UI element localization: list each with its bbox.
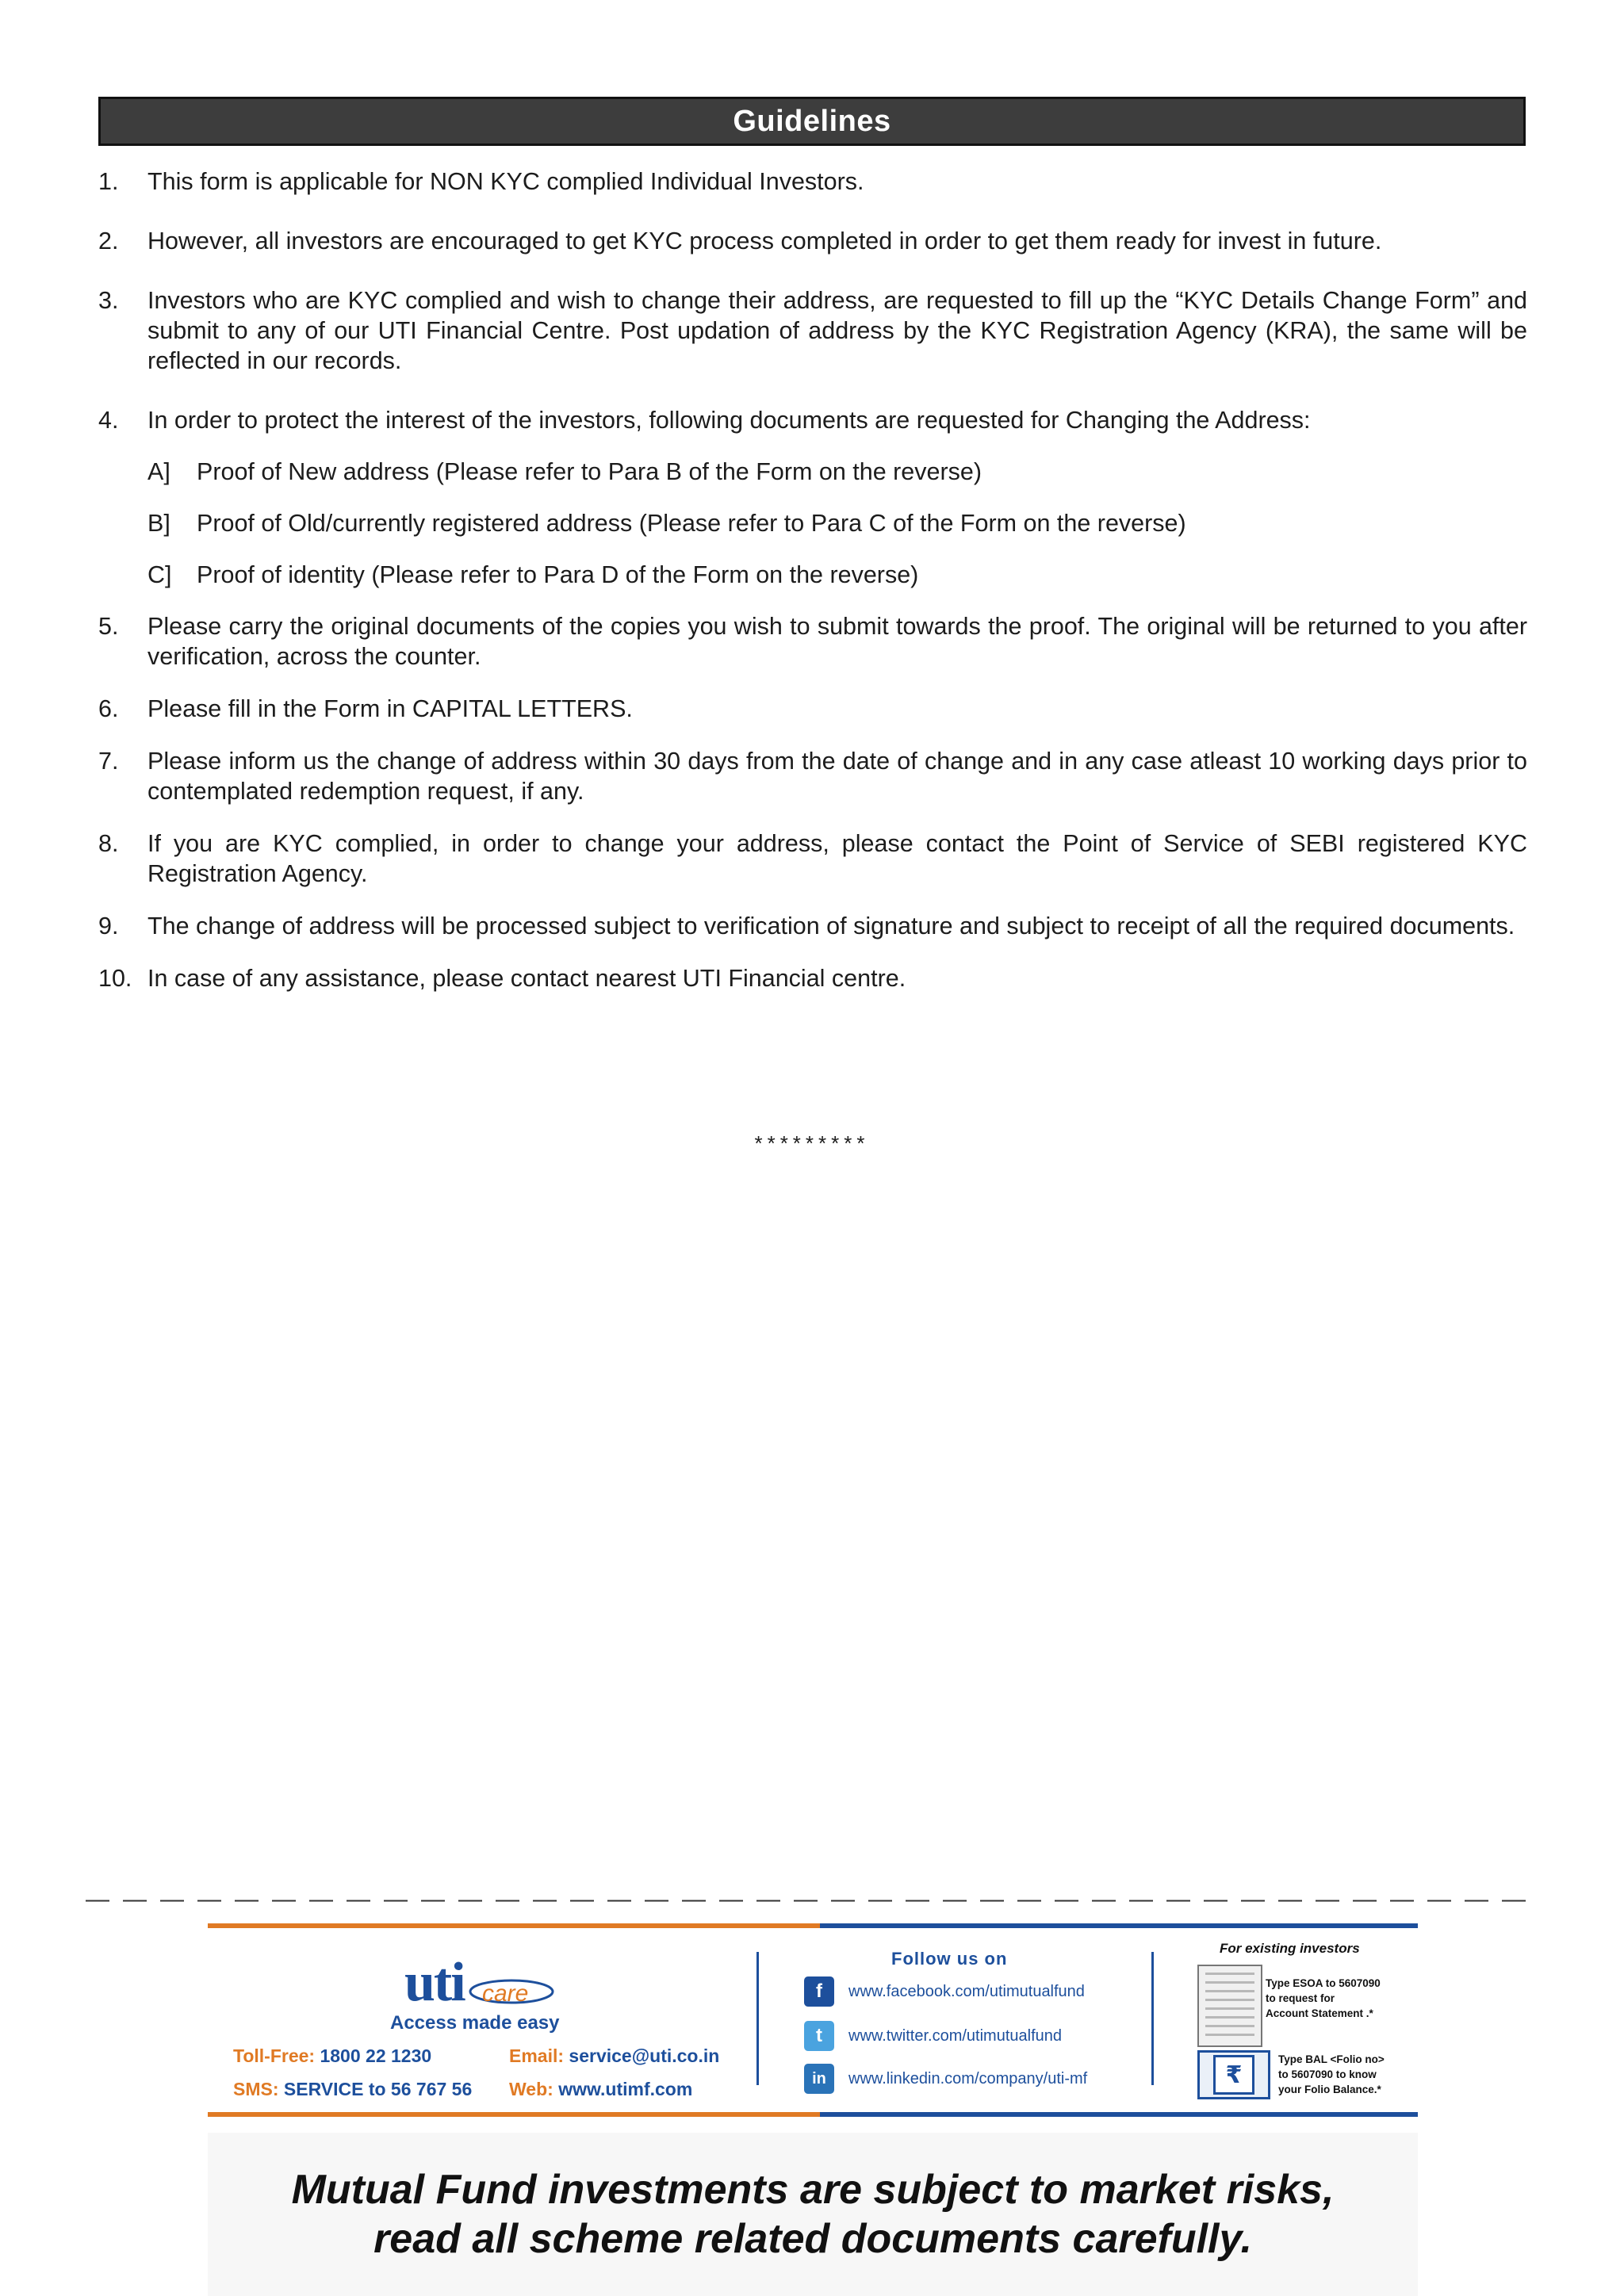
twitter-icon: t bbox=[804, 2021, 834, 2051]
guideline-item bbox=[98, 963, 1527, 993]
email-link[interactable]: service@uti.co.in bbox=[569, 2045, 720, 2066]
toll-free-number: 1800 22 1230 bbox=[320, 2045, 432, 2066]
disclaimer-line-2: read all scheme related documents carefully. bbox=[373, 2216, 1252, 2262]
guideline-text: In case of any assistance, please contact nearest UTI Financial centre. bbox=[147, 965, 906, 992]
facebook-icon: f bbox=[804, 1976, 834, 2007]
guidelines-list bbox=[98, 166, 1527, 993]
guideline-text: Investors who are KYC complied and wish to change their address, are requested to fill up the “KYC Details Change Form” and submit to any of our UTI Financial Centre. Post updation of address by the KYC Registration Agency (KRA), the same will be reflected in our records. bbox=[147, 287, 1527, 374]
linkedin-link[interactable] bbox=[804, 2063, 1087, 2095]
uti-care-banner bbox=[208, 1923, 1418, 2118]
guideline-text: If you are KYC complied, in order to change your address, please contact the Point of Service of SEBI registered KYC Registration Agency. bbox=[147, 830, 1527, 887]
guideline-text: Please fill in the Form in CAPITAL LETTERS. bbox=[147, 695, 633, 722]
guideline-item bbox=[98, 166, 1527, 197]
end-marker: ********* bbox=[754, 1131, 870, 1155]
guideline-text: Please carry the original documents of the copies you wish to submit towards the proof. The original will be returned to you after verification, across the counter. bbox=[147, 613, 1527, 670]
guideline-text: Please inform us the change of address within 30 days from the date of change and in any case atleast 10 working days prior to contemplated redemption request, if any. bbox=[147, 748, 1527, 805]
guideline-number: 5. bbox=[98, 613, 119, 640]
guideline-subitem bbox=[98, 457, 1527, 487]
logo-sub: care bbox=[482, 1980, 529, 2007]
subitem-letter: B] bbox=[147, 510, 170, 537]
twitter-url[interactable]: www.twitter.com/utimutualfund bbox=[848, 2026, 1062, 2045]
guideline-item bbox=[98, 405, 1527, 435]
banner-divider bbox=[756, 1952, 759, 2085]
esoa-sms-note: Type ESOA to 5607090 to request for Account Statement .* bbox=[1266, 1977, 1381, 2019]
guidelines-title: Guidelines bbox=[733, 104, 891, 138]
sms-contact bbox=[233, 2079, 472, 2100]
guideline-item bbox=[98, 746, 1527, 806]
banner-divider bbox=[1151, 1952, 1154, 2085]
banner-top-line bbox=[208, 1923, 1418, 1928]
uti-care-logo bbox=[404, 1952, 587, 2019]
banner-tagline: Access made easy bbox=[390, 2012, 560, 2034]
bal-sms-note: Type BAL <Folio no> to 5607090 to know your Folio Balance.* bbox=[1278, 2053, 1385, 2095]
facebook-url[interactable]: www.facebook.com/utimutualfund bbox=[848, 1982, 1085, 2000]
guideline-number: 4. bbox=[98, 407, 119, 434]
twitter-link[interactable] bbox=[804, 2020, 1062, 2052]
subitem-text: Proof of New address (Please refer to Para B of the Form on the reverse) bbox=[197, 458, 982, 485]
guideline-item bbox=[98, 828, 1527, 889]
web-label: Web: bbox=[509, 2079, 553, 2099]
guideline-number: 8. bbox=[98, 830, 119, 857]
email-contact bbox=[509, 2045, 719, 2067]
guideline-subitem bbox=[98, 508, 1527, 538]
facebook-link[interactable] bbox=[804, 1976, 1085, 2007]
guideline-item bbox=[98, 611, 1527, 672]
guideline-number: 7. bbox=[98, 748, 119, 775]
folio-balance-icon bbox=[1197, 2050, 1270, 2099]
guideline-text: This form is applicable for NON KYC complied Individual Investors. bbox=[147, 168, 864, 195]
sms-value: SERVICE to 56 767 56 bbox=[283, 2079, 473, 2099]
subitem-text: Proof of Old/currently registered address (Please refer to Para C of the Form on the reverse) bbox=[197, 510, 1186, 537]
web-contact bbox=[509, 2079, 692, 2100]
linkedin-icon: in bbox=[804, 2064, 834, 2094]
guideline-text: However, all investors are encouraged to get KYC process completed in order to get them ready for invest in future. bbox=[147, 228, 1382, 254]
follow-us-title: Follow us on bbox=[891, 1949, 1008, 1969]
toll-free-contact bbox=[233, 2045, 431, 2067]
sms-label: SMS: bbox=[233, 2079, 279, 2099]
guideline-number: 10. bbox=[98, 965, 132, 992]
guidelines-header bbox=[98, 97, 1526, 146]
subitem-letter: C] bbox=[147, 561, 172, 588]
guideline-number: 9. bbox=[98, 913, 119, 939]
linkedin-url[interactable]: www.linkedin.com/company/uti-mf bbox=[848, 2069, 1088, 2087]
email-label: Email: bbox=[509, 2045, 565, 2066]
account-statement-icon bbox=[1197, 1965, 1262, 2047]
web-link[interactable]: www.utimf.com bbox=[558, 2079, 693, 2099]
banner-bottom-line bbox=[208, 2112, 1418, 2117]
guideline-item bbox=[98, 285, 1527, 376]
existing-investors-title: For existing investors bbox=[1220, 1941, 1360, 1956]
guideline-number: 1. bbox=[98, 168, 119, 195]
subitem-letter: A] bbox=[147, 458, 170, 485]
rupee-icon: ₹ bbox=[1213, 2055, 1254, 2095]
guideline-subitem bbox=[98, 560, 1527, 590]
risk-disclaimer bbox=[208, 2133, 1418, 2296]
disclaimer-line-1: Mutual Fund investments are subject to market risks, bbox=[291, 2167, 1335, 2213]
cut-line bbox=[86, 1900, 1529, 1902]
guideline-item bbox=[98, 226, 1527, 256]
guideline-number: 3. bbox=[98, 287, 119, 314]
guideline-number: 2. bbox=[98, 228, 119, 254]
guideline-number: 6. bbox=[98, 695, 119, 722]
guideline-text: In order to protect the interest of the investors, following documents are requested for Changing the Address: bbox=[147, 407, 1311, 434]
guideline-item bbox=[98, 911, 1527, 941]
guideline-text: The change of address will be processed subject to verification of signature and subject to receipt of all the required documents. bbox=[147, 913, 1515, 939]
subitem-text: Proof of identity (Please refer to Para D of the Form on the reverse) bbox=[197, 561, 919, 588]
toll-free-label: Toll-Free: bbox=[233, 2045, 316, 2066]
logo-main: uti bbox=[404, 1952, 465, 2013]
guideline-item bbox=[98, 694, 1527, 724]
